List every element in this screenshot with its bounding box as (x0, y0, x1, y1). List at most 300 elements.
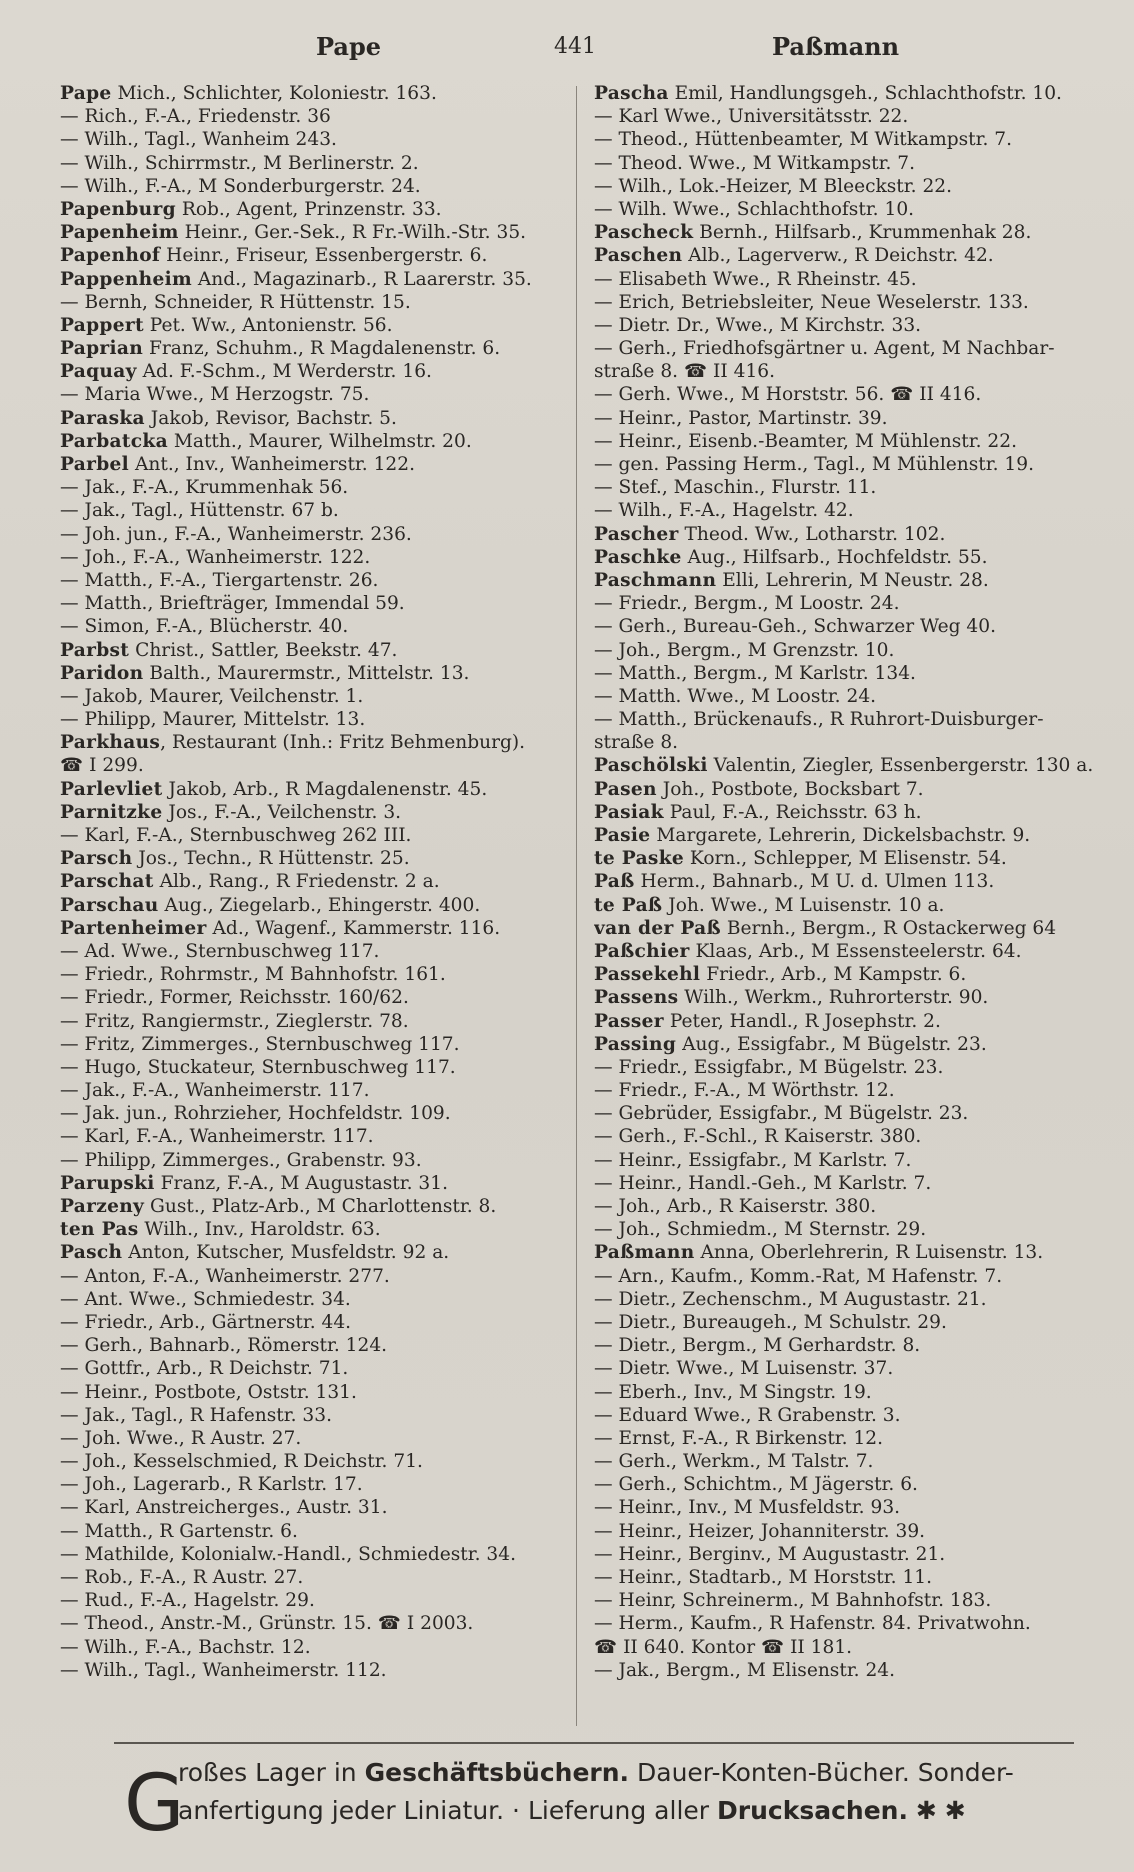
entry-details: Ad., Wagenf., Kammerstr. 116. (206, 917, 501, 939)
entry-details: — Erich, Betriebsleiter, Neue Weselerstr. 133. (594, 291, 1029, 313)
entry-surname: van der Paß (594, 917, 721, 939)
directory-entry (594, 1404, 1104, 1427)
directory-entry (594, 1195, 1104, 1218)
directory-entry (594, 337, 1104, 360)
directory-entry (594, 1636, 1104, 1659)
entry-details: — Matth., Bergm., M Karlstr. 134. (594, 662, 916, 684)
entry-details: — Heinr., Stadtarb., M Horststr. 11. (594, 1567, 933, 1588)
entry-details: Mich., Schlichter, Koloniestr. 163. (111, 83, 437, 104)
entry-details: — Heinr., Inv., M Musfeldstr. 93. (594, 1497, 901, 1519)
entry-surname: Paß (594, 871, 635, 893)
entry-details: Alb., Lagerverw., R Deichstr. 42. (682, 245, 994, 267)
directory-entry (60, 1149, 570, 1172)
entry-details: — Gerh., Schichtm., M Jägerstr. 6. (594, 1474, 918, 1496)
directory-entry (594, 870, 1104, 893)
entry-details: — Karl Wwe., Universitätsstr. 22. (594, 106, 909, 128)
entry-details: — Matth., F.-A., Tiergartenstr. 26. (60, 569, 379, 591)
directory-entry (594, 708, 1104, 731)
entry-surname: Parnitzke (60, 801, 163, 823)
header-right-keyword: Paßmann (772, 32, 900, 61)
entry-details: — Matth. Wwe., M Loostr. 24. (594, 685, 877, 707)
entry-surname: Passens (594, 987, 679, 1009)
ad-line1-a: roßes Lager in (178, 1758, 365, 1787)
directory-entry (594, 476, 1104, 499)
entry-details: — Friedr., Former, Reichsstr. 160/62. (60, 987, 409, 1009)
directory-entry (60, 940, 570, 963)
directory-entry (594, 1125, 1104, 1148)
directory-entry (60, 778, 570, 801)
entry-details: Jakob, Revisor, Bachstr. 5. (144, 407, 397, 429)
entry-details: Aug., Hilfsarb., Hochfeldstr. 55. (681, 546, 988, 568)
entry-details: — Heinr., Handl.-Geh., M Karlstr. 7. (594, 1172, 932, 1194)
entry-surname: Papenburg (60, 198, 176, 220)
directory-entry (594, 175, 1104, 198)
entry-details: — Wilh. Wwe., Schlachthofstr. 10. (594, 198, 915, 220)
directory-entry (594, 430, 1104, 453)
entry-surname: Pappert (60, 314, 144, 336)
directory-entry (594, 1334, 1104, 1357)
entry-surname: Pascha (594, 83, 669, 104)
entry-details: Aug., Ziegelarb., Ehingerstr. 400. (158, 894, 481, 916)
entry-details: — Theod., Anstr.-M., Grünstr. 15. ☎ I 2003. (60, 1613, 474, 1635)
entry-details: — Jak., F.-A., Krummenhak 56. (60, 477, 349, 499)
directory-entry (60, 986, 570, 1009)
entry-details: — Eberh., Inv., M Singstr. 19. (594, 1381, 872, 1403)
entry-surname: Pape (60, 83, 112, 104)
entry-surname: Parschau (60, 894, 159, 916)
directory-entry (594, 268, 1104, 291)
entry-details: — Gerh., F.-Schl., R Kaiserstr. 380. (594, 1126, 922, 1148)
entry-surname: Pasiak (594, 801, 664, 823)
directory-entry (60, 383, 570, 406)
entry-details: Elli, Lehrerin, M Neustr. 28. (716, 569, 989, 591)
directory-entry (60, 407, 570, 430)
entry-details: — Elisabeth Wwe., R Rheinstr. 45. (594, 268, 917, 290)
directory-entry (60, 917, 570, 940)
directory-entry (594, 1473, 1104, 1496)
right-column (594, 82, 1104, 1682)
directory-entry (60, 1381, 570, 1404)
entry-surname: Pasen (594, 778, 657, 800)
entry-details: — Wilh., Tagl., Wanheim 243. (60, 129, 337, 151)
directory-entry (594, 778, 1104, 801)
directory-entry (60, 1195, 570, 1218)
entry-surname: Paßmann (594, 1242, 695, 1264)
entry-surname: Parbst (60, 639, 130, 661)
entry-surname: Parlevliet (60, 778, 163, 800)
entry-details: — Wilh., Tagl., Wanheimerstr. 112. (60, 1659, 387, 1681)
entry-details: — Karl, F.-A., Sternbuschweg 262 III. (60, 825, 412, 846)
entry-details: — Hugo, Stuckateur, Sternbuschweg 117. (60, 1056, 456, 1078)
entry-details: — Bernh, Schneider, R Hüttenstr. 15. (60, 291, 411, 313)
directory-entry (60, 1010, 570, 1033)
directory-entry (60, 1450, 570, 1473)
entry-details: — Arn., Kaufm., Komm.-Rat, M Hafenstr. 7. (594, 1265, 1003, 1287)
directory-entry (594, 314, 1104, 337)
entry-details: — Fritz, Rangiermstr., Zieglerstr. 78. (60, 1010, 409, 1032)
directory-entry (60, 1543, 570, 1566)
entry-details: — Rich., F.-A., Friedenstr. 36 (60, 106, 331, 128)
entry-surname: te Paske (594, 848, 685, 870)
entry-details: — Heinr, Schreinerm., M Bahnhofstr. 183. (594, 1590, 992, 1612)
entry-details: — Ernst, F.-A., R Birkenstr. 12. (594, 1427, 884, 1449)
entry-details: — Anton, F.-A., Wanheimerstr. 277. (60, 1265, 390, 1287)
entry-details: Joh., Postbote, Bocksbart 7. (656, 778, 924, 800)
directory-entry (594, 1427, 1104, 1450)
directory-entry (60, 569, 570, 592)
directory-entry (60, 1218, 570, 1241)
directory-entry (594, 1033, 1104, 1056)
entry-surname: Pascheck (594, 222, 694, 244)
directory-entry (60, 1125, 570, 1148)
ad-line-2 (178, 1796, 966, 1825)
entry-surname: Paquay (60, 361, 137, 383)
entry-details: — Karl, Anstreicherges., Austr. 31. (60, 1497, 388, 1519)
entry-details: — Dietr., Bureaugeh., M Schulstr. 29. (594, 1311, 947, 1333)
directory-entry (594, 1612, 1104, 1635)
directory-entry (60, 963, 570, 986)
directory-entry (60, 870, 570, 893)
entry-details: Matth., Maurer, Wilhelmstr. 20. (167, 430, 472, 452)
directory-entry (60, 592, 570, 615)
directory-entry (60, 152, 570, 175)
directory-entry (594, 1357, 1104, 1380)
advertisement-box (114, 1742, 1074, 1854)
entry-details: — Wilh., F.-A., M Sonderburgerstr. 24. (60, 175, 421, 197)
entry-details: — Jak., Tagl., Hüttenstr. 67 b. (60, 500, 339, 522)
entry-surname: Pasch (60, 1242, 123, 1264)
entry-details: Ant., Inv., Wanheimerstr. 122. (129, 454, 415, 475)
entry-surname: Passing (594, 1033, 677, 1055)
ad-line2-c: ✱ ✱ (907, 1796, 966, 1825)
entry-surname: Paßchier (594, 940, 690, 962)
directory-entry (60, 847, 570, 870)
entry-surname: ten Pas (60, 1219, 139, 1241)
entry-details: Rob., Agent, Prinzenstr. 33. (175, 198, 442, 220)
directory-entry (60, 1566, 570, 1589)
directory-entry (594, 1543, 1104, 1566)
entry-details: straße 8. (594, 732, 679, 754)
directory-entry (594, 82, 1104, 105)
ad-line-1 (178, 1758, 1014, 1787)
entry-surname: Parschat (60, 871, 154, 893)
header-left-keyword: Pape (316, 32, 382, 61)
directory-entry (60, 894, 570, 917)
entry-details: — Friedr., Arb., Gärtnerstr. 44. (60, 1311, 352, 1333)
directory-entry (594, 824, 1104, 847)
directory-entry (60, 1473, 570, 1496)
entry-details: — Herm., Kaufm., R Hafenstr. 84. Privatwohn. (594, 1613, 1031, 1635)
ad-line1-c: Dauer-Konten-Bücher. Sonder- (629, 1758, 1014, 1787)
entry-surname: Parbatcka (60, 430, 168, 452)
directory-entry (594, 105, 1104, 128)
directory-entry (594, 1172, 1104, 1195)
directory-entry (594, 986, 1104, 1009)
directory-entry (60, 1079, 570, 1102)
directory-entry (60, 221, 570, 244)
page-number: 441 (554, 34, 596, 59)
entry-details: — Jak. jun., Rohrzieher, Hochfeldstr. 109. (60, 1103, 451, 1125)
entry-details: — Joh., Arb., R Kaiserstr. 380. (594, 1196, 877, 1217)
directory-entry (594, 731, 1104, 754)
directory-entry (60, 268, 570, 291)
directory-entry (594, 1520, 1104, 1543)
directory-entry (60, 360, 570, 383)
directory-entry (594, 291, 1104, 314)
entry-details: Heinr., Friseur, Essenbergerstr. 6. (160, 245, 488, 267)
directory-entry (60, 128, 570, 151)
entry-details: Pet. Ww., Antonienstr. 56. (143, 314, 393, 336)
directory-entry (594, 801, 1104, 824)
directory-entry (60, 639, 570, 662)
directory-entry (60, 801, 570, 824)
directory-entry (60, 430, 570, 453)
entry-details: — Matth., Brückenaufs., R Ruhrort-Duisburger- (594, 709, 1044, 731)
directory-entry (60, 1496, 570, 1519)
entry-details: — Joh., Schmiedm., M Sternstr. 29. (594, 1219, 927, 1241)
directory-entry (60, 1288, 570, 1311)
directory-entry (594, 453, 1104, 476)
directory-entry (594, 1659, 1104, 1682)
entry-details: — Gerh., Bahnarb., Römerstr. 124. (60, 1335, 388, 1357)
directory-entry (60, 615, 570, 638)
entry-details: — Rud., F.-A., Hagelstr. 29. (60, 1590, 315, 1612)
directory-entry (60, 1265, 570, 1288)
directory-entry (60, 546, 570, 569)
entry-details: — Friedr., Rohrmstr., M Bahnhofstr. 161. (60, 964, 446, 986)
entry-details: Wilh., Werkm., Ruhrorterstr. 90. (678, 987, 989, 1009)
directory-entry (60, 1659, 570, 1682)
directory-entry (60, 1311, 570, 1334)
entry-details: — Theod., Hüttenbeamter, M Witkampstr. 7. (594, 129, 1013, 151)
directory-entry (60, 708, 570, 731)
entry-details: Joh. Wwe., M Luisenstr. 10 a. (662, 894, 945, 916)
entry-details: — Philipp, Maurer, Mittelstr. 13. (60, 709, 366, 731)
entry-surname: Paschölski (594, 755, 708, 777)
entry-details: — Friedr., Essigfabr., M Bügelstr. 23. (594, 1056, 944, 1078)
entry-details: Theod. Ww., Lotharstr. 102. (678, 523, 946, 545)
entry-details: — Theod. Wwe., M Witkampstr. 7. (594, 152, 916, 174)
directory-entry (60, 1033, 570, 1056)
ad-line2-a: anfertigung jeder Liniatur. · Lieferung aller (178, 1796, 717, 1825)
directory-entry (594, 1218, 1104, 1241)
entry-details: — Gebrüder, Essigfabr., M Bügelstr. 23. (594, 1103, 969, 1125)
entry-details: — Heinr., Pastor, Martinstr. 39. (594, 407, 888, 429)
directory-entry (594, 1241, 1104, 1264)
directory-entry (60, 662, 570, 685)
directory-entry (60, 1427, 570, 1450)
directory-entry (594, 407, 1104, 430)
directory-entry (60, 175, 570, 198)
directory-entry (60, 1520, 570, 1543)
entry-surname: Paprian (60, 338, 144, 360)
entry-details: — Philipp, Zimmerges., Grabenstr. 93. (60, 1149, 422, 1171)
directory-entry (594, 917, 1104, 940)
directory-entry (60, 1334, 570, 1357)
directory-entry (594, 1010, 1104, 1033)
entry-details: — Matth., R Gartenstr. 6. (60, 1520, 298, 1542)
directory-entry (594, 1496, 1104, 1519)
directory-entry (594, 685, 1104, 708)
directory-entry (594, 1566, 1104, 1589)
left-column (60, 82, 570, 1682)
entry-details: — Wilh., Lok.-Heizer, M Bleeckstr. 22. (594, 175, 953, 197)
directory-entry (60, 291, 570, 314)
entry-details: — Jakob, Maurer, Veilchenstr. 1. (60, 685, 364, 707)
entry-surname: Passer (594, 1010, 664, 1032)
directory-entry (594, 1589, 1104, 1612)
entry-surname: Pascher (594, 523, 679, 545)
entry-details: — Dietr. Wwe., M Luisenstr. 37. (594, 1358, 894, 1380)
directory-entry (594, 592, 1104, 615)
entry-surname: Pappenheim (60, 268, 192, 290)
entry-details: — Heinr., Eisenb.-Beamter, M Mühlenstr. 22. (594, 430, 1017, 452)
directory-entry (594, 198, 1104, 221)
directory-entry (594, 963, 1104, 986)
directory-entry (594, 523, 1104, 546)
directory-entry (60, 754, 570, 777)
directory-entry (60, 1404, 570, 1427)
entry-details: — Joh., Lagerarb., R Karlstr. 17. (60, 1474, 363, 1496)
entry-details: — Stef., Maschin., Flurstr. 11. (594, 477, 877, 499)
entry-details: — Maria Wwe., M Herzogstr. 75. (60, 384, 370, 406)
entry-details: — Joh., Kesselschmied, R Deichstr. 71. (60, 1451, 423, 1473)
entry-surname: Paraska (60, 407, 145, 429)
entry-details: — Dietr., Bergm., M Gerhardstr. 8. (594, 1335, 921, 1357)
entry-details: Herm., Bahnarb., M U. d. Ulmen 113. (634, 871, 995, 893)
entry-surname: Paridon (60, 662, 144, 684)
entry-details: , Restaurant (Inh.: Fritz Behmenburg). (160, 732, 526, 754)
entry-details: — Gerh. Wwe., M Horststr. 56. ☎ II 416. (594, 384, 982, 406)
entry-surname: Papenhof (60, 245, 161, 267)
directory-entry (594, 615, 1104, 638)
directory-entry (594, 639, 1104, 662)
directory-entry (60, 476, 570, 499)
entry-details: — Simon, F.-A., Blücherstr. 40. (60, 616, 349, 638)
entry-details: Alb., Rang., R Friedenstr. 2 a. (153, 871, 440, 893)
entry-details: — Rob., F.-A., R Austr. 27. (60, 1567, 304, 1588)
entry-details: — Wilh., F.-A., Bachstr. 12. (60, 1636, 311, 1658)
directory-entry (594, 152, 1104, 175)
directory-entry (60, 198, 570, 221)
directory-entry (594, 1079, 1104, 1102)
entry-details: — Fritz, Zimmerges., Sternbuschweg 117. (60, 1033, 460, 1055)
entry-details: — Dietr., Zechenschm., M Augustastr. 21. (594, 1288, 987, 1310)
entry-details: Wilh., Inv., Haroldstr. 63. (138, 1219, 381, 1241)
directory-entry (60, 453, 570, 476)
entry-details: — Mathilde, Kolonialw.-Handl., Schmiedestr. 34. (60, 1543, 516, 1565)
directory-entry (60, 1241, 570, 1264)
entry-details: Ad. F.-Schm., M Werderstr. 16. (136, 361, 432, 383)
entry-details: Valentin, Ziegler, Essenbergerstr. 130 a. (707, 755, 1094, 777)
entry-surname: te Paß (594, 894, 663, 916)
entry-details: — Heinr., Postbote, Oststr. 131. (60, 1381, 357, 1403)
entry-details: — Jak., F.-A., Wanheimerstr. 117. (60, 1080, 370, 1102)
directory-entry (60, 1102, 570, 1125)
entry-details: Korn., Schlepper, M Elisenstr. 54. (684, 848, 1007, 870)
entry-surname: Partenheimer (60, 917, 207, 939)
entry-details: Friedr., Arb., M Kampstr. 6. (700, 964, 967, 986)
entry-details: Franz, F.-A., M Augustastr. 31. (154, 1172, 448, 1194)
entry-details: ☎ II 640. Kontor ☎ II 181. (594, 1636, 853, 1658)
entry-details: — Ad. Wwe., Sternbuschweg 117. (60, 940, 380, 962)
directory-entry (594, 754, 1104, 777)
directory-entry (594, 662, 1104, 685)
directory-entry (60, 499, 570, 522)
directory-entry (60, 523, 570, 546)
entry-surname: Papenheim (60, 222, 179, 244)
entry-surname: Parsch (60, 848, 133, 870)
ad-line2-b: Drucksachen. (717, 1796, 908, 1825)
entry-surname: Pasie (594, 825, 651, 846)
directory-entry (60, 1357, 570, 1380)
directory-entry (60, 731, 570, 754)
directory-entry (60, 824, 570, 847)
entry-details: Balth., Maurermstr., Mittelstr. 13. (143, 662, 470, 684)
entry-details: And., Magazinarb., R Laarerstr. 35. (191, 268, 532, 290)
directory-entry (60, 1172, 570, 1195)
directory-entry (594, 360, 1104, 383)
directory-entry (594, 546, 1104, 569)
entry-details: — Joh. Wwe., R Austr. 27. (60, 1427, 302, 1449)
directory-entry (594, 894, 1104, 917)
directory-entry (594, 847, 1104, 870)
entry-details: — Gerh., Friedhofsgärtner u. Agent, M Nachbar- (594, 338, 1055, 360)
entry-details: — Gottfr., Arb., R Deichstr. 71. (60, 1358, 349, 1380)
entry-details: Emil, Handlungsgeh., Schlachthofstr. 10. (668, 83, 1062, 104)
entry-details: Franz, Schuhm., R Magdalenenstr. 6. (143, 338, 501, 360)
entry-surname: Parkhaus (60, 732, 161, 754)
directory-entry (594, 1311, 1104, 1334)
entry-details: — Heinr., Berginv., M Augustastr. 21. (594, 1543, 946, 1565)
entry-details: — Karl, F.-A., Wanheimerstr. 117. (60, 1126, 374, 1148)
entry-details: Gust., Platz-Arb., M Charlottenstr. 8. (144, 1196, 497, 1217)
entry-details: Margarete, Lehrerin, Dickelsbachstr. 9. (650, 825, 1031, 846)
entry-details: — Wilh., Schirrmstr., M Berlinerstr. 2. (60, 152, 419, 174)
entry-details: Peter, Handl., R Josephstr. 2. (663, 1010, 941, 1032)
entry-details: Paul, F.-A., Reichsstr. 63 h. (663, 801, 922, 823)
directory-entry (594, 1149, 1104, 1172)
entry-details: Anna, Oberlehrerin, R Luisenstr. 13. (694, 1242, 1044, 1264)
directory-entry (60, 337, 570, 360)
entry-details: — Joh., Bergm., M Grenzstr. 10. (594, 639, 895, 661)
entry-details: — Gerh., Bureau-Geh., Schwarzer Weg 40. (594, 616, 996, 638)
ad-line1-b: Geschäftsbüchern. (364, 1758, 630, 1787)
directory-entry (594, 1381, 1104, 1404)
entry-surname: Paschmann (594, 569, 717, 591)
entry-details: — Matth., Briefträger, Immendal 59. (60, 593, 405, 615)
entry-details: — Ant. Wwe., Schmiedestr. 34. (60, 1288, 351, 1310)
entry-details: — Friedr., F.-A., M Wörthstr. 12. (594, 1080, 895, 1102)
entry-surname: Parbel (60, 454, 130, 475)
column-divider (576, 86, 577, 1726)
directory-entry (594, 221, 1104, 244)
directory-entry (594, 569, 1104, 592)
entry-details: — Friedr., Bergm., M Loostr. 24. (594, 593, 900, 615)
page-header (0, 32, 1134, 68)
entry-details: — Jak., Bergm., M Elisenstr. 24. (594, 1659, 896, 1681)
entry-details: — Eduard Wwe., R Grabenstr. 3. (594, 1404, 901, 1426)
directory-entry (60, 1589, 570, 1612)
directory-entry (594, 383, 1104, 406)
entry-details: Aug., Essigfabr., M Bügelstr. 23. (676, 1033, 987, 1055)
entry-surname: Parzeny (60, 1196, 145, 1217)
entry-details: Heinr., Ger.-Sek., R Fr.-Wilh.-Str. 35. (178, 222, 527, 244)
entry-details: ☎ I 299. (60, 755, 144, 777)
directory-entry (594, 1265, 1104, 1288)
entry-surname: Parupski (60, 1172, 155, 1194)
entry-details: Jos., F.-A., Veilchenstr. 3. (162, 801, 402, 823)
